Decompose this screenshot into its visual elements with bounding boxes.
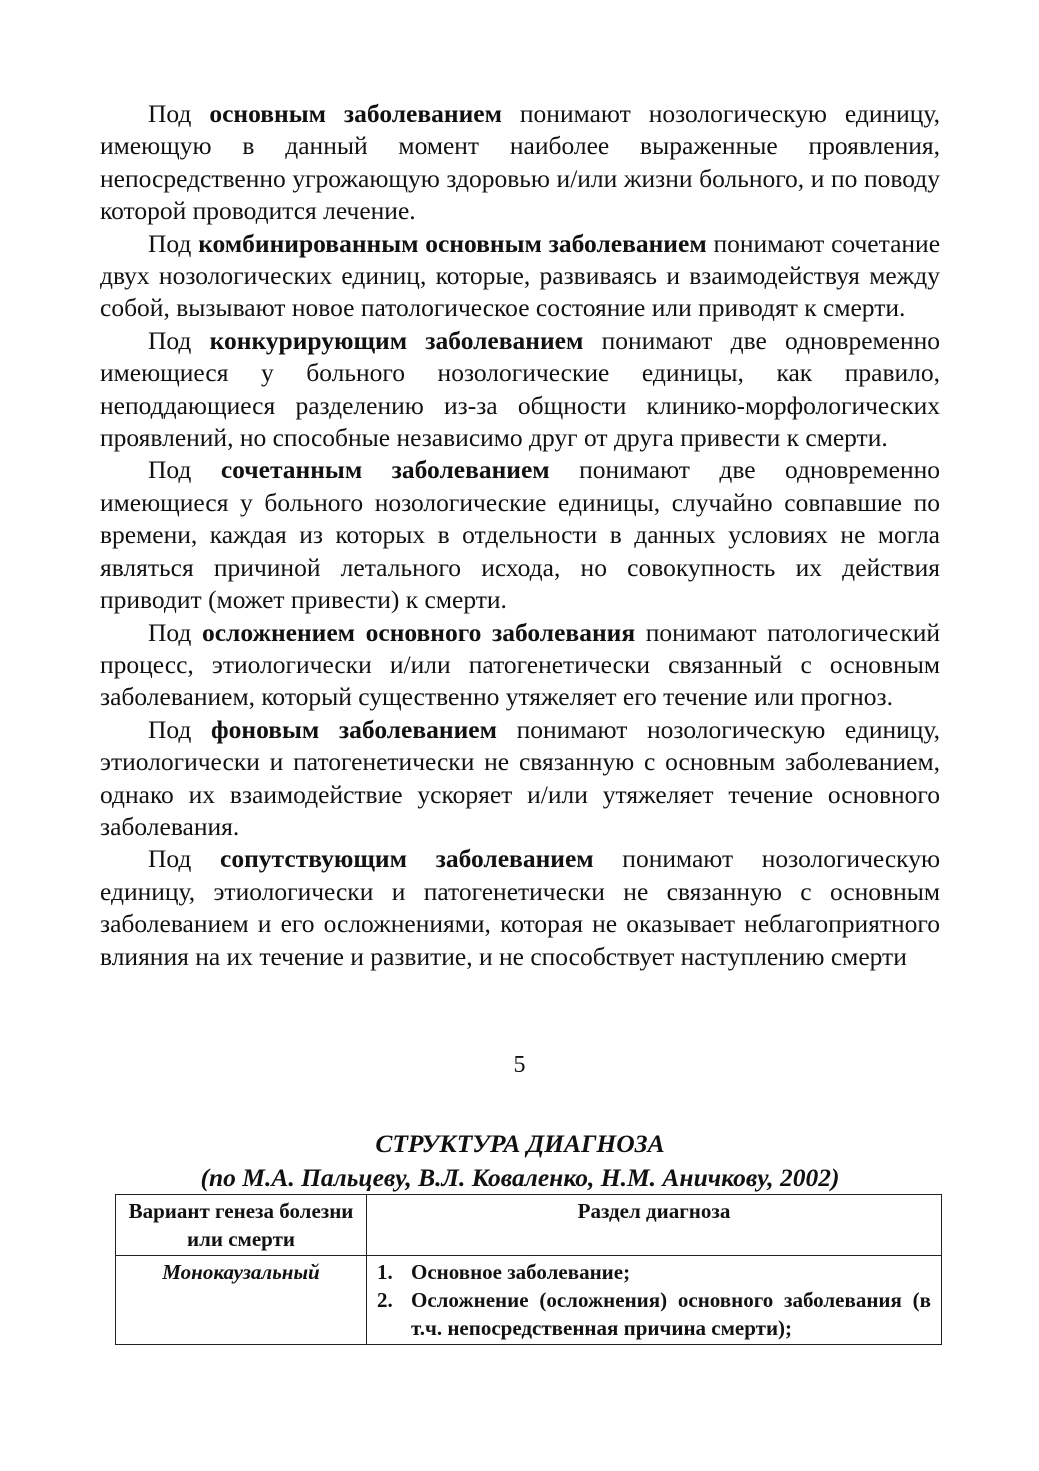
diagnosis-structure-table (115, 1194, 942, 1345)
paragraph-lead: Под (148, 325, 210, 355)
defined-term: комбинированным основным заболеванием (198, 228, 707, 258)
table-header-row (116, 1195, 942, 1256)
defined-term: осложнением основного заболевания (201, 617, 636, 647)
variant-cell: Монокаузальный (116, 1256, 367, 1345)
section-heading (100, 1127, 940, 1195)
paragraph-body: понимают сочетание двух нозологических единиц, которые, развиваясь и взаимодействуя между собой, вызывают новое патологическое состояние или приводят к смерти. (100, 228, 941, 323)
page-number: 5 (513, 1052, 526, 1078)
paragraph-body: понимают нозологическую единицу, этиологически и патогенетически не связанную с основным заболеванием, однако их взаимодействие ускоряет и/или утяжеляет течение основного заболевания. (100, 714, 940, 841)
paragraph-lead: Под (148, 455, 221, 485)
defined-term: сопутствующим заболеванием (220, 844, 594, 874)
defined-term: конкурирующим заболеванием (209, 325, 584, 355)
definition-paragraph (100, 228, 940, 325)
definition-paragraph (100, 714, 940, 844)
paragraph-lead: Под (148, 617, 202, 647)
list-item (377, 1286, 931, 1342)
paragraph-lead: Под (148, 844, 221, 874)
defined-term: основным заболеванием (209, 99, 502, 128)
column-header-variant: Вариант генеза болезни или смерти (116, 1195, 367, 1256)
defined-term: фоновым заболеванием (211, 714, 497, 744)
section-subtitle: (по М.А. Пальцеву, В.Л. Коваленко, Н.М. Аничкову, 2002) (200, 1163, 840, 1192)
definition-paragraph (100, 325, 940, 455)
list-item-text: Основное заболевание; (411, 1260, 631, 1284)
definition-paragraph (100, 617, 940, 714)
paragraph-body: понимают патологический процесс, этиологически и/или патогенетически связанный с основным заболеванием, который существенно утяжеляет его течение или прогноз. (100, 617, 941, 712)
defined-term: сочетанным заболеванием (220, 455, 550, 485)
table-row (116, 1256, 942, 1345)
paragraph-body: понимают нозологическую единицу, имеющую в данный момент наиболее выраженные проявления, непосредственно угрожающую здоровью и/или жизни больного, и по поводу которой проводится лечение. (100, 99, 940, 226)
definition-paragraph (100, 98, 940, 228)
column-header-section: Раздел диагноза (367, 1195, 942, 1256)
list-item-number: 2. (377, 1288, 393, 1312)
paragraph-lead: Под (148, 714, 212, 744)
paragraph-lead: Под (148, 228, 199, 258)
definition-paragraph (100, 454, 940, 616)
paragraph-body: понимают две одновременно имеющиеся у больного нозологические единицы, случайно совпавшие по времени, каждая из которых в отдельности в данных условиях не могла являться причиной летального исхода, но совокупность их действия приводит (может привести) к смерти. (100, 455, 940, 615)
definition-paragraph (100, 843, 940, 973)
list-item (377, 1258, 931, 1286)
list-item-text: Осложнение (осложнения) основного заболевания (в т.ч. непосредственная причина смерти); (411, 1288, 931, 1340)
paragraph-body: понимают две одновременно имеющиеся у больного нозологические единицы, как правило, неподдающиеся разделению из-за общности клинико-морфологических проявлений, но способные независимо друг от друга привести к смерти. (100, 325, 941, 453)
definitions-text (100, 98, 940, 973)
diagnosis-sections-list (377, 1258, 931, 1342)
paragraph-body: понимают нозологическую единицу, этиологически и патогенетически не связанную с основным заболеванием и его осложнениями, которая не оказывает неблагоприятного влияния на их течение и развитие, и не способствует наступлению смерти (100, 844, 940, 971)
paragraph-lead: Под (148, 99, 210, 128)
section-title: СТРУКТУРА ДИАГНОЗА (375, 1129, 665, 1158)
list-item-number: 1. (377, 1260, 393, 1284)
sections-cell (367, 1256, 942, 1345)
